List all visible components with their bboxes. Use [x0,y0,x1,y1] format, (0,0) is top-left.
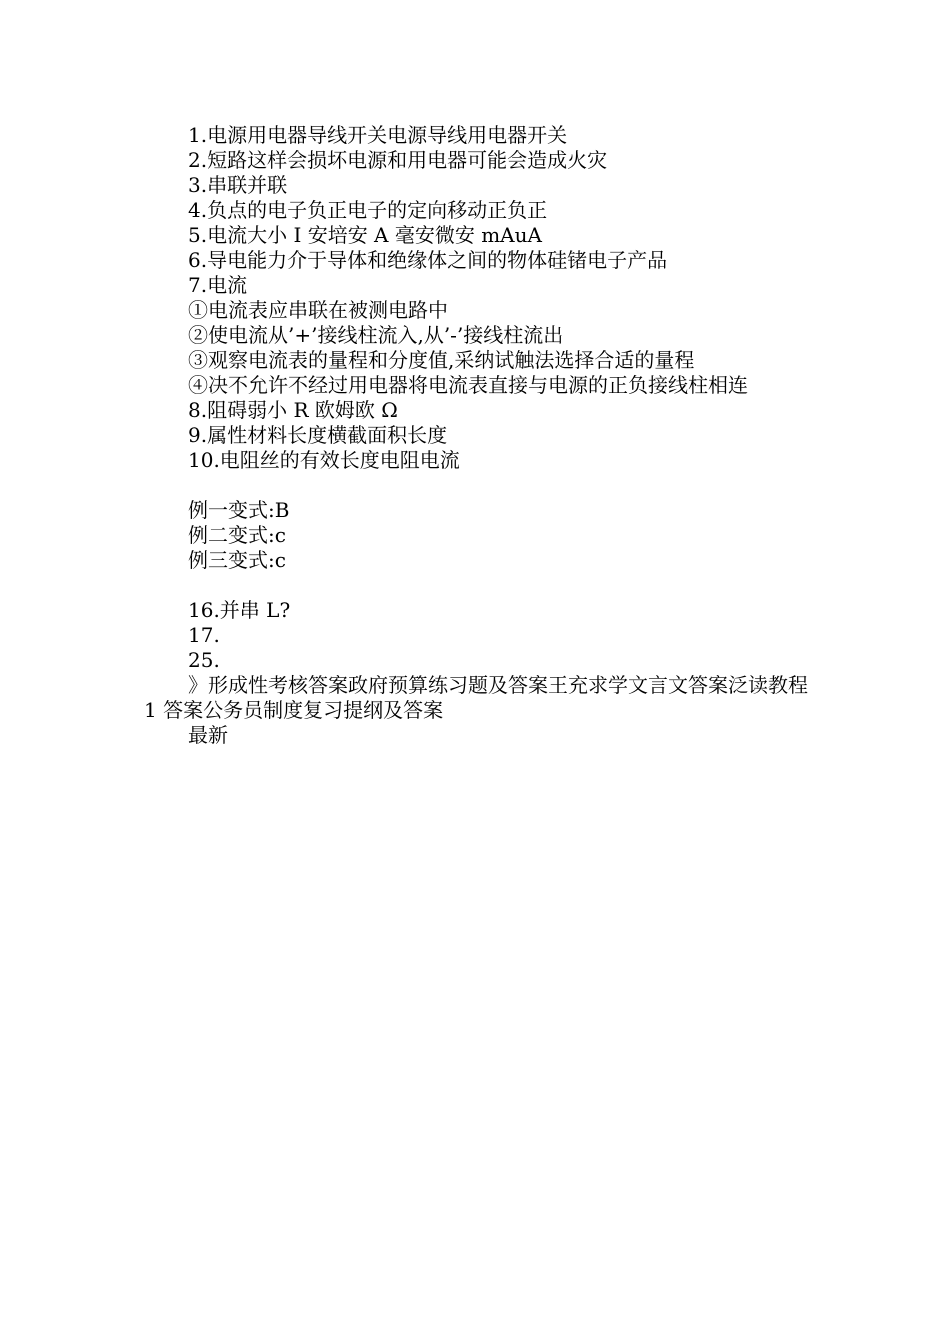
example-line: 例一变式:B [188,498,290,522]
answer-line: 1.电源用电器导线开关电源导线用电器开关 [188,123,568,147]
example-line: 例二变式:c [188,523,286,547]
spacer [144,573,814,598]
answer-line: 9.属性材料长度横截面积长度 [188,423,448,447]
tail-line: 25. [188,648,220,672]
spacer [144,473,814,498]
answer-line: 6.导电能力介于导体和绝缘体之间的物体硅锗电子产品 [188,248,668,272]
answer-line: 7.电流 [188,273,248,297]
answer-line: 2.短路这样会损坏电源和用电器可能会造成火灾 [188,148,608,172]
answer-line: ②使电流从’+’接线柱流入,从’-’接线柱流出 [188,323,564,347]
answer-line: 4.负点的电子负正电子的定向移动正负正 [188,198,548,222]
document-body [144,123,814,748]
tail-line: 16.并串 L? [188,598,291,622]
answer-line: 3.串联并联 [188,173,288,197]
answer-line: ③观察电流表的量程和分度值,采纳试触法选择合适的量程 [188,348,695,372]
tail-line: 最新 [188,723,228,747]
answer-line: 8.阻碍弱小 R 欧姆欧 Ω [188,398,398,422]
answer-line: 5.电流大小 I 安培安 A 毫安微安 mAuA [188,223,542,247]
example-line: 例三变式:c [188,548,286,572]
answer-line: ④决不允许不经过用电器将电流表直接与电源的正负接线柱相连 [188,373,748,397]
answer-line: ①电流表应串联在被测电路中 [188,298,448,322]
related-links-line: 》形成性考核答案政府预算练习题及答案王充求学文言文答案泛读教程 1 答案公务员制度复习提纲及答案 [144,673,815,722]
answer-line: 10.电阻丝的有效长度电阻电流 [188,448,460,472]
tail-line: 17. [188,623,220,647]
